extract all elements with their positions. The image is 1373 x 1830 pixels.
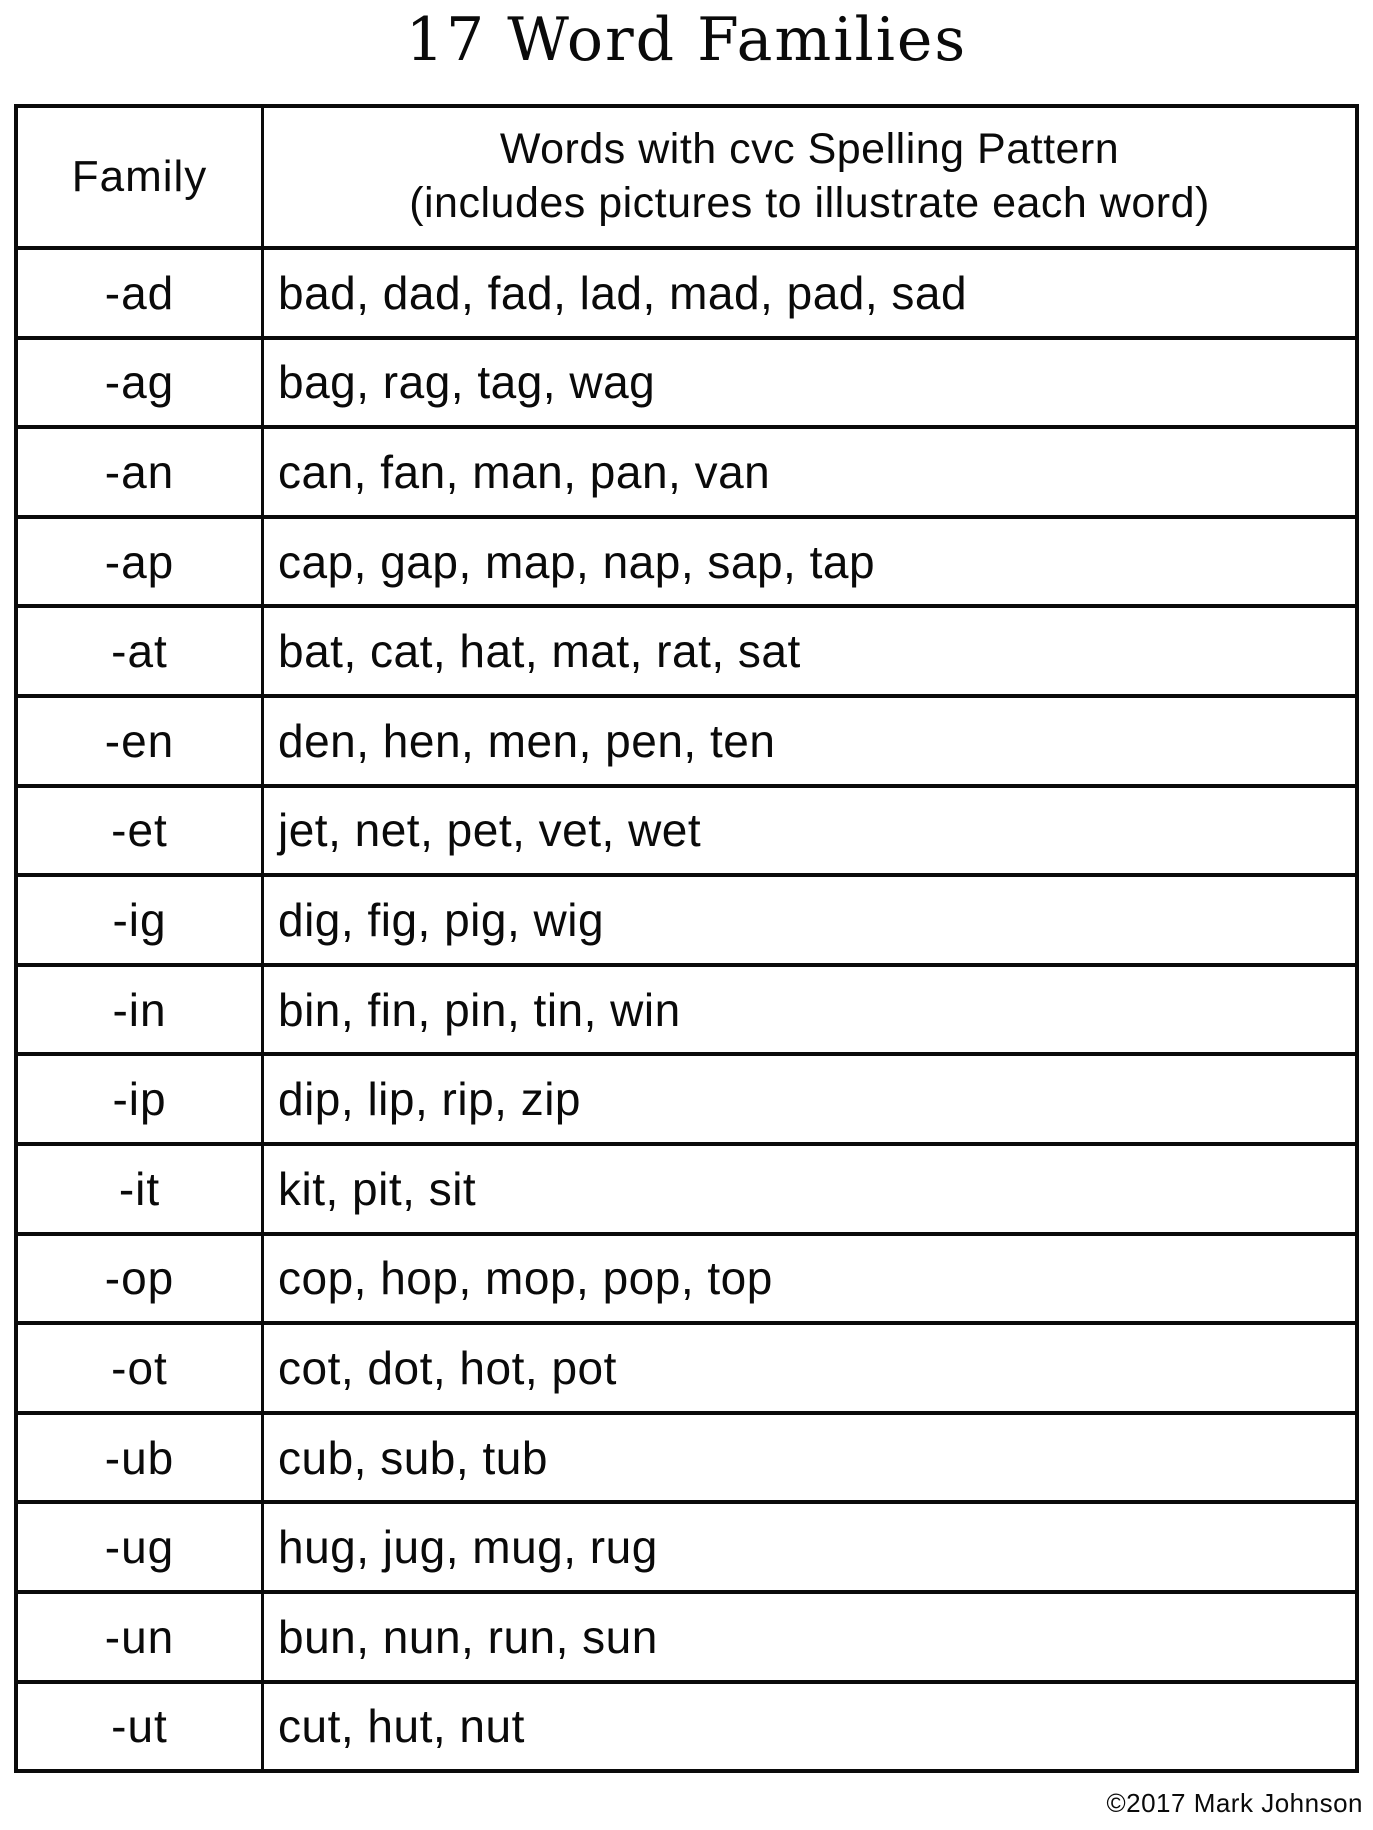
words-column-header — [264, 108, 1355, 246]
table-row — [18, 1142, 1355, 1232]
family-cell: -it — [18, 1146, 264, 1232]
table-row — [18, 1500, 1355, 1590]
words-cell: bag, rag, tag, wag — [278, 356, 656, 409]
family-cell: -ut — [18, 1684, 264, 1770]
words-cell: cub, sub, tub — [278, 1431, 548, 1484]
words-cell: bun, nun, run, sun — [278, 1610, 658, 1663]
words-cell: cap, gap, map, nap, sap, tap — [278, 535, 876, 588]
family-cell: -ug — [18, 1504, 264, 1590]
table-row — [18, 1321, 1355, 1411]
table-row — [18, 336, 1355, 426]
family-cell: -et — [18, 788, 264, 874]
words-cell: den, hen, men, pen, ten — [278, 714, 776, 767]
words-header-line2: (includes pictures to illustrate each word) — [409, 179, 1210, 227]
words-cell: jet, net, pet, vet, wet — [278, 804, 702, 857]
words-cell: bat, cat, hat, mat, rat, sat — [278, 625, 801, 678]
words-cell: cut, hut, nut — [278, 1700, 525, 1753]
family-cell: -ip — [18, 1056, 264, 1142]
words-cell: bad, dad, fad, lad, mad, pad, sad — [278, 266, 968, 319]
family-cell: -ad — [18, 250, 264, 336]
table-row — [18, 784, 1355, 874]
family-cell: -ot — [18, 1325, 264, 1411]
words-cell: kit, pit, sit — [278, 1162, 477, 1215]
words-cell: cop, hop, mop, pop, top — [278, 1252, 773, 1305]
words-cell: bin, fin, pin, tin, win — [278, 983, 681, 1036]
family-cell: -op — [18, 1236, 264, 1322]
family-cell: -un — [18, 1594, 264, 1680]
table-row — [18, 1052, 1355, 1142]
table-row — [18, 1680, 1355, 1770]
words-cell: dip, lip, rip, zip — [278, 1073, 582, 1126]
table-row — [18, 246, 1355, 336]
table-row — [18, 1232, 1355, 1322]
table-row — [18, 515, 1355, 605]
words-cell: can, fan, man, pan, van — [278, 445, 771, 498]
words-cell: cot, dot, hot, pot — [278, 1341, 617, 1394]
family-cell: -in — [18, 967, 264, 1053]
table-row — [18, 425, 1355, 515]
family-cell: -ig — [18, 877, 264, 963]
family-cell: -an — [18, 429, 264, 515]
table-row — [18, 604, 1355, 694]
table-row — [18, 1411, 1355, 1501]
table-row — [18, 963, 1355, 1053]
family-cell: -en — [18, 698, 264, 784]
table-row — [18, 1590, 1355, 1680]
words-cell: hug, jug, mug, rug — [278, 1521, 658, 1574]
table-row — [18, 694, 1355, 784]
words-header-line1: Words with cvc Spelling Pattern — [499, 125, 1120, 174]
page-title: 17 Word Families — [405, 5, 968, 75]
table-header-row — [18, 108, 1355, 246]
family-cell: -ap — [18, 519, 264, 605]
copyright-text: ©2017 Mark Johnson — [1106, 1788, 1363, 1818]
family-column-header: Family — [18, 108, 264, 246]
family-cell: -at — [18, 608, 264, 694]
word-families-table — [14, 104, 1359, 1773]
family-cell: -ag — [18, 340, 264, 426]
family-cell: -ub — [18, 1415, 264, 1501]
words-cell: dig, fig, pig, wig — [278, 893, 605, 946]
table-row — [18, 873, 1355, 963]
